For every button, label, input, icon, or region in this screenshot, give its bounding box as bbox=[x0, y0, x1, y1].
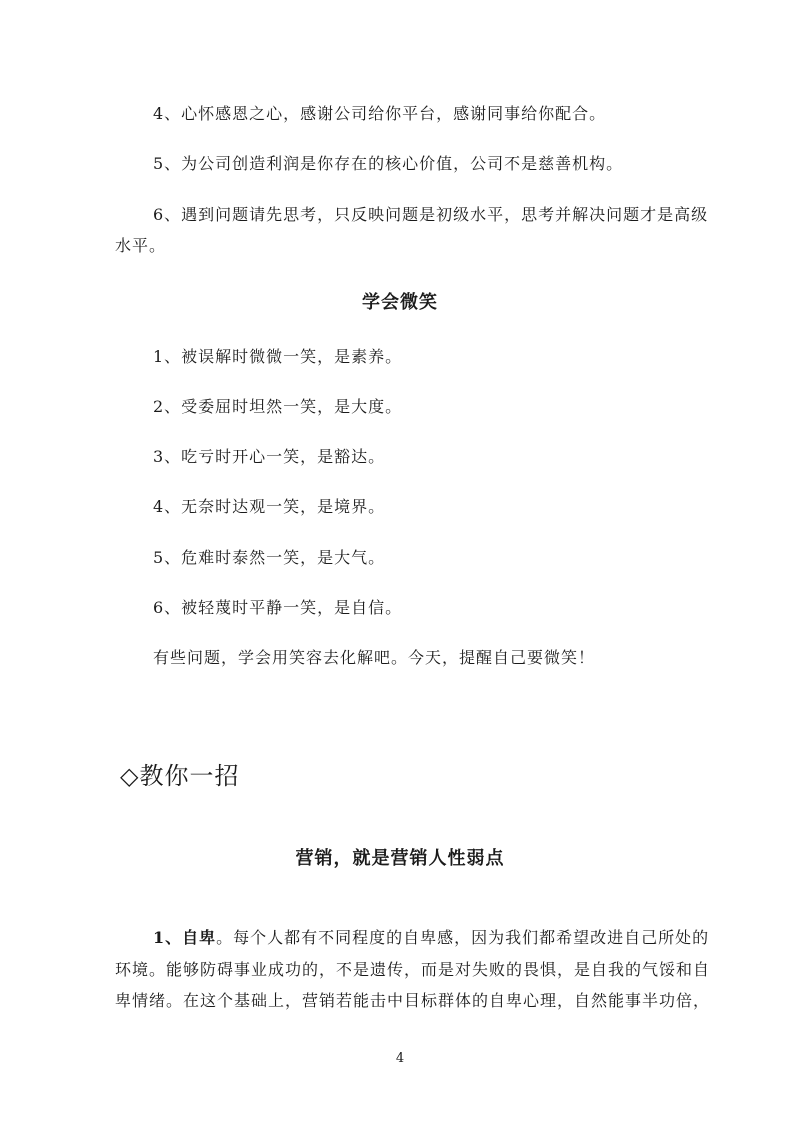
smile-item: 6、被轻蔑时平静一笑，是自信。 bbox=[153, 598, 403, 617]
smile-item: 5、危难时泰然一笑，是大气。 bbox=[153, 548, 386, 567]
smile-item: 1、被误解时微微一笑，是素养。 bbox=[153, 347, 403, 366]
list-item: 4、心怀感恩之心，感谢公司给你平台，感谢同事给你配合。 bbox=[153, 104, 607, 123]
article-heading: 营销，就是营销人性弱点 bbox=[295, 848, 505, 869]
list-item: 5、为公司创造利润是你存在的核心价值，公司不是慈善机构。 bbox=[153, 154, 624, 173]
paragraph-line: 卑情绪。在这个基础上，营销若能击中目标群体的自卑心理，自然能事半功倍， bbox=[115, 991, 711, 1010]
paragraph-line: 环境。能够防碍事业成功的，不是遗传，而是对失败的畏惧，是自我的气馁和自 bbox=[115, 960, 711, 979]
smile-item: 3、吃亏时开心一笑，是豁达。 bbox=[153, 447, 386, 466]
paragraph-line bbox=[153, 928, 709, 948]
page-number: 4 bbox=[395, 1051, 405, 1066]
tip-section-title: ◇教你一招 bbox=[120, 762, 240, 790]
list-item: 6、遇到问题请先思考，只反映问题是初级水平，思考并解决问题才是高级 bbox=[153, 205, 709, 224]
smile-item: 2、受委屈时坦然一笑，是大度。 bbox=[153, 397, 403, 416]
smile-item: 4、无奈时达观一笑，是境界。 bbox=[153, 497, 386, 516]
paragraph-text: 。每个人都有不同程度的自卑感，因为我们都希望改进自己所处的 bbox=[216, 928, 710, 947]
smile-closing: 有些问题，学会用笑容去化解吧。今天，提醒自己要微笑！ bbox=[153, 648, 596, 667]
smile-heading: 学会微笑 bbox=[362, 292, 438, 313]
list-item-continuation: 水平。 bbox=[115, 236, 167, 255]
paragraph-lead: 1、自卑 bbox=[153, 928, 217, 947]
